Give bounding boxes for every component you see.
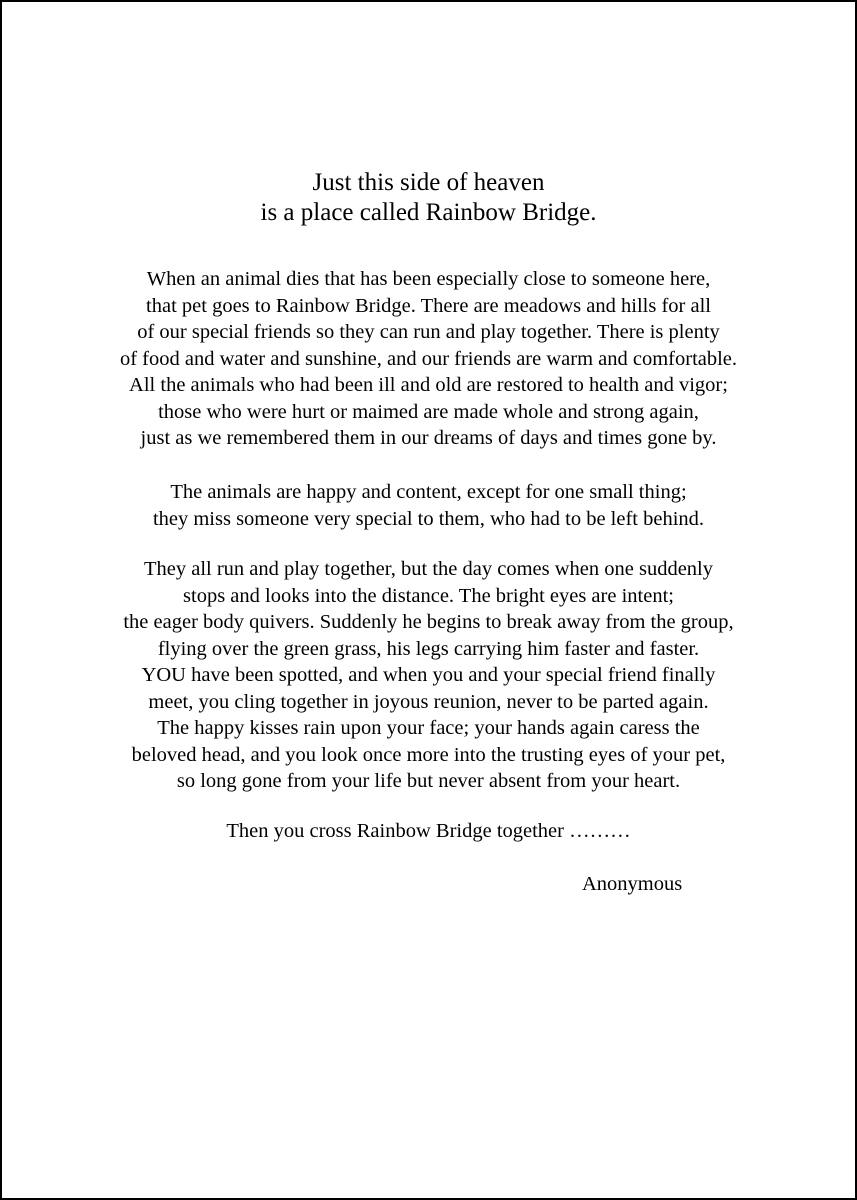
author-attribution: Anonymous [582, 873, 683, 895]
text-line: They all run and play together, but the day comes when one suddenly [143, 558, 714, 580]
text-line: the eager body quivers. Suddenly he begins to break away from the group, [123, 611, 734, 633]
paragraph-4 [2, 818, 855, 845]
text-line: YOU have been spotted, and when you and your special friend finally [141, 664, 716, 686]
text-line: beloved head, and you look once more into the trusting eyes of your pet, [131, 743, 726, 766]
text-line: Then you cross Rainbow Bridge together ……… [226, 820, 631, 842]
text-line: so long gone from your life but never absent from your heart. [176, 770, 681, 792]
poem-title [2, 168, 855, 228]
text-line: All the animals who had been ill and old are restored to health and vigor; [129, 374, 728, 396]
text-line: of our special friends so they can run and play together. There is plenty [137, 321, 720, 343]
title-line: is a place called Rainbow Bridge. [260, 199, 597, 226]
text-line: stops and looks into the distance. The bright eyes are intent; [183, 584, 674, 607]
title-line: Just this side of heaven [312, 169, 545, 196]
text-line: flying over the green grass, his legs carrying him faster and faster. [157, 637, 700, 660]
text-line: they miss someone very special to them, who had to be left behind. [152, 507, 705, 530]
text-line: The animals are happy and content, except for one small thing; [170, 481, 687, 503]
paragraph-3 [2, 556, 855, 795]
text-line: just as we remembered them in our dreams of days and times gone by. [140, 427, 717, 449]
text-line: When an animal dies that has been especially close to someone here, [146, 268, 711, 290]
text-line: that pet goes to Rainbow Bridge. There are meadows and hills for all [146, 294, 711, 317]
text-line: The happy kisses rain upon your face; your hands again caress the [157, 717, 700, 739]
paragraph-2 [2, 479, 855, 532]
text-line: those who were hurt or maimed are made whole and strong again, [158, 400, 699, 423]
text-line: meet, you cling together in joyous reunion, never to be parted again. [148, 690, 709, 713]
text-line: of food and water and sunshine, and our friends are warm and comfortable. [119, 347, 738, 370]
paragraph-1 [2, 266, 855, 452]
